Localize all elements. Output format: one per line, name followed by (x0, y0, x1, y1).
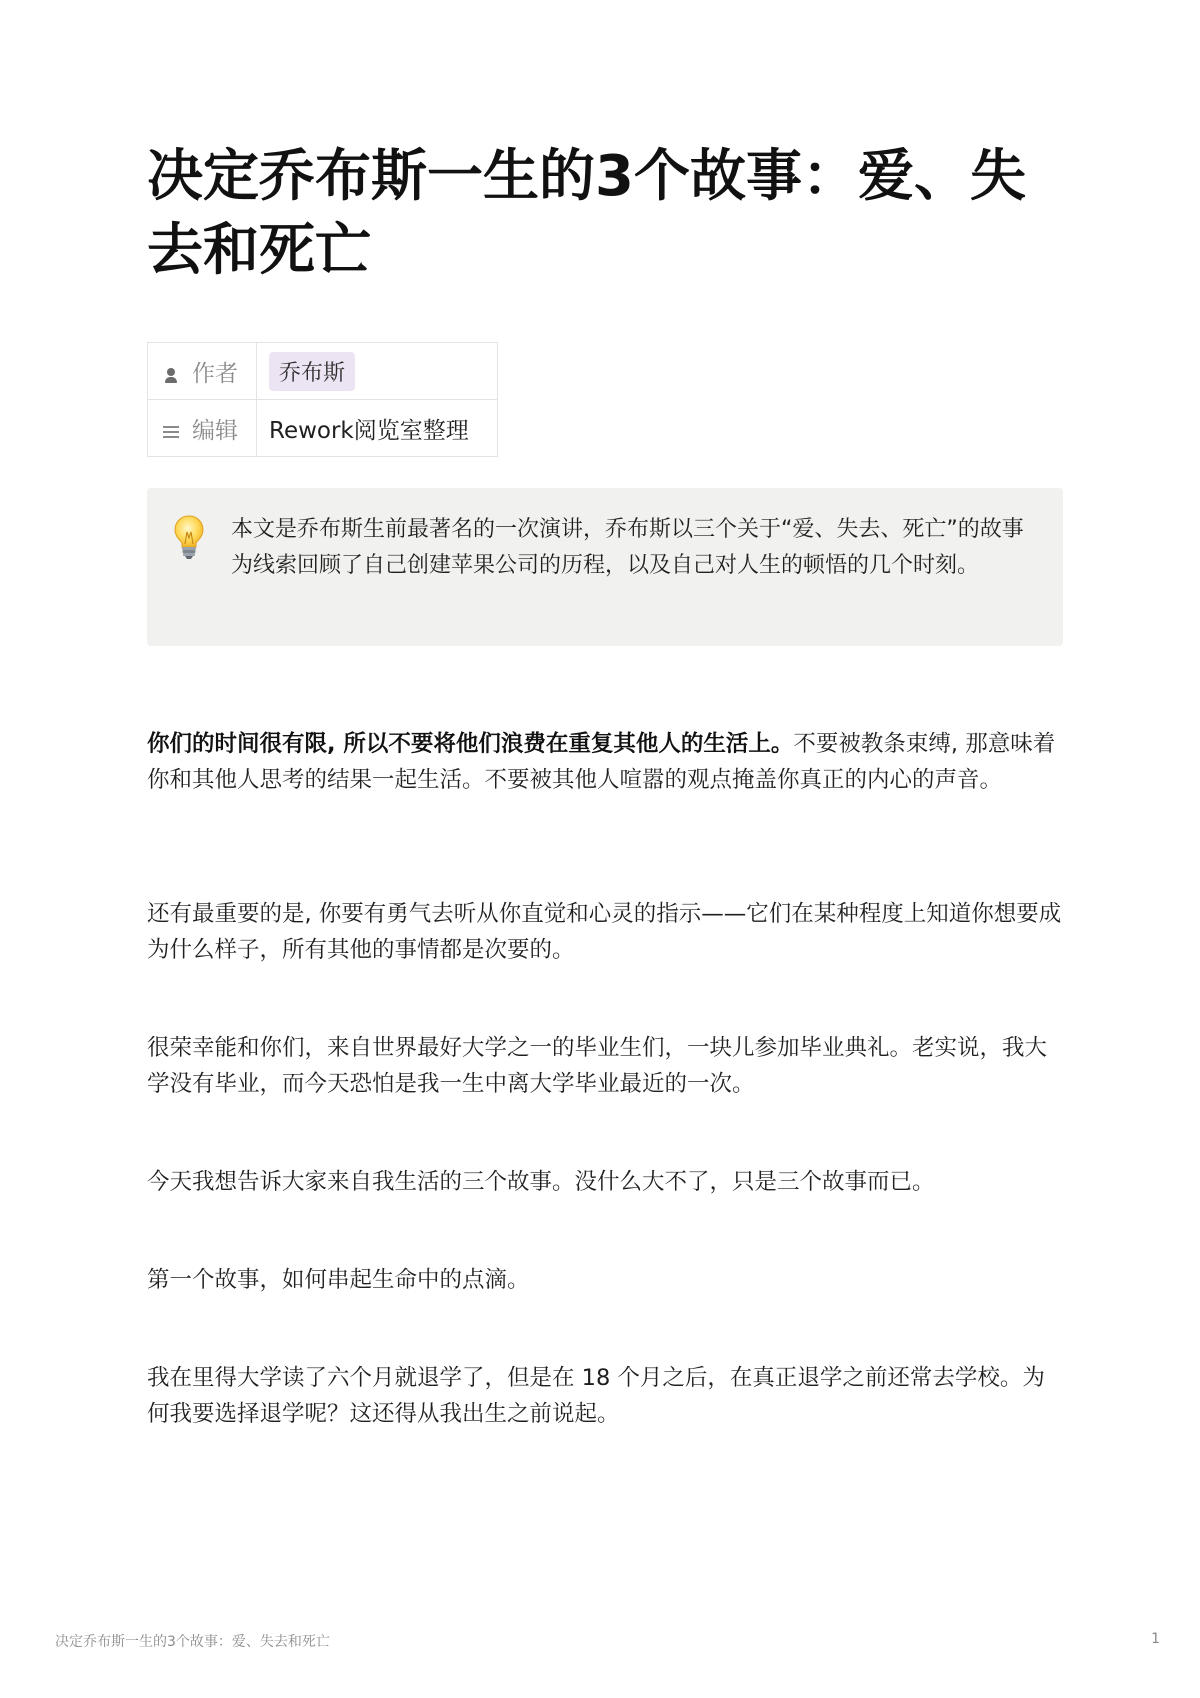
property-value-editor[interactable]: Rework阅览室整理 (257, 400, 498, 457)
body-paragraph (147, 896, 1063, 968)
property-key-cell (148, 400, 257, 457)
page-title: 决定乔布斯一生的3个故事：爱、失去和死亡 (147, 144, 1026, 283)
body-paragraph (147, 1360, 1063, 1432)
paragraph-text: 今天我想告诉大家来自我生活的三个故事。没什么大不了，只是三个故事而已。 (147, 1169, 935, 1195)
callout-text: 本文是乔布斯生前最著名的一次演讲，乔布斯以三个关于“爱、失去、死亡”的故事为线索回顾了自己创建苹果公司的历程，以及自己对人生的顿悟的几个时刻。 (231, 517, 1024, 578)
person-icon (160, 364, 182, 385)
body-paragraph (147, 1262, 1063, 1298)
paragraph-text: 我在里得大学读了六个月就退学了，但是在 18 个月之后，在真正退学之前还常去学校。为何我要选择退学呢？这还得从我出生之前说起。 (147, 1365, 1045, 1427)
paragraph-text: 很荣幸能和你们，来自世界最好大学之一的毕业生们，一块儿参加毕业典礼。老实说，我大学没有毕业，而今天恐怕是我一生中离大学毕业最近的一次。 (147, 1035, 1048, 1097)
body-paragraph (147, 1030, 1063, 1102)
lightbulb-icon (173, 514, 205, 560)
property-value-cell[interactable] (257, 343, 498, 400)
body-paragraph (147, 1164, 1063, 1200)
properties-table (147, 342, 498, 457)
property-row-author (148, 343, 498, 400)
paragraph-bold-lead: 你们的时间很有限, 所以不要将他们浪费在重复其他人的生活上。 (147, 731, 794, 757)
paragraph-text: 第一个故事，如何串起生命中的点滴。 (147, 1267, 530, 1293)
paragraph-text: 还有最重要的是, 你要有勇气去听从你直觉和心灵的指示——它们在某种程度上知道你想要成为什么样子，所有其他的事情都是次要的。 (147, 901, 1062, 963)
body-paragraph (147, 726, 1063, 798)
text-lines-icon (160, 421, 182, 442)
author-tag[interactable]: 乔布斯 (269, 352, 355, 391)
paragraph-text: 不要被教条束缚, 那意味着你和其他人思考的结果一起生活。不要被其他人喧嚣的观点掩盖你真正的内心的声音。 (147, 731, 1056, 793)
property-key-cell (148, 343, 257, 400)
footer-page-number: 1 (1151, 1631, 1160, 1647)
property-key-editor: 编辑 (192, 417, 238, 444)
callout-box (147, 488, 1063, 646)
footer-title: 决定乔布斯一生的3个故事：爱、失去和死亡 (55, 1634, 330, 1650)
property-row-editor (148, 400, 498, 457)
property-key-author: 作者 (192, 360, 238, 387)
